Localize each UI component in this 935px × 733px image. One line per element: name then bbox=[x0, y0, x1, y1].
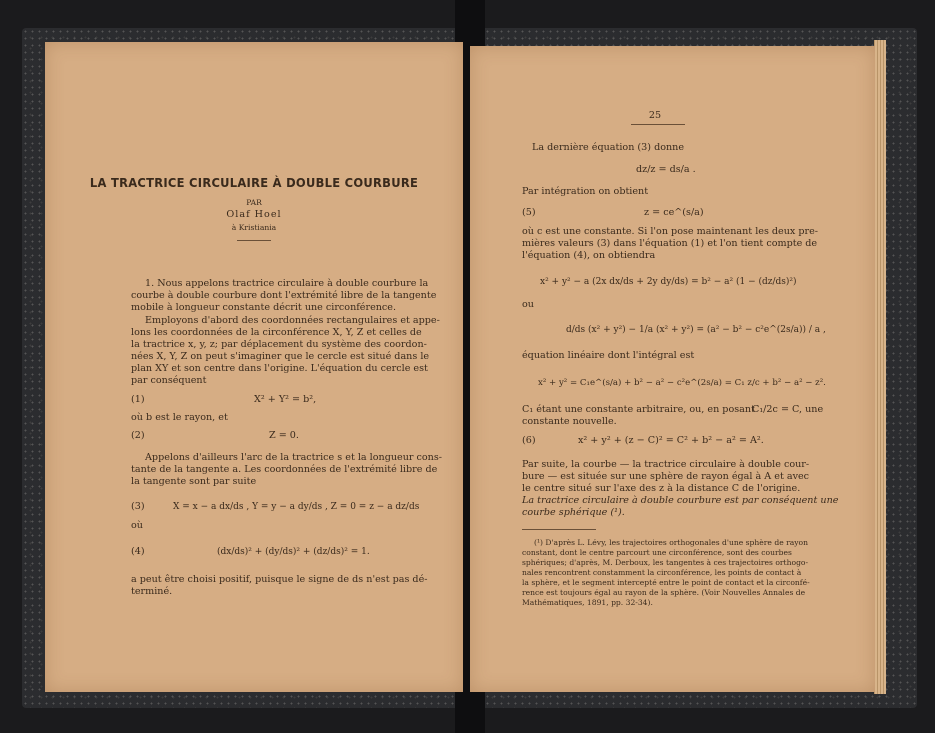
r-para1-line3: l'équation (4), on obtiendra bbox=[522, 250, 656, 261]
r-para1-line2: mières valeurs (3) dans l'équation (1) et l'on tient compte de bbox=[522, 238, 818, 249]
para4-line1: a peut être choisi positif, puisque le signe de ds n'est pas dé- bbox=[131, 574, 428, 585]
eq-d: x² + y² = C₁e^(s/a) + b² − a² − c²e^(2s/a) = C₁ z/c + b² − a² − z². bbox=[538, 378, 826, 388]
r-line1: La dernière équation (3) donne bbox=[532, 142, 685, 153]
r-para2-frac: C₁/2c = C, une bbox=[752, 404, 824, 415]
footnote-line7: Mathématiques, 1891, pp. 32-34). bbox=[522, 598, 653, 607]
footnote-line3: sphériques; d'après, M. Derboux, les tangentes à ces trajectoires orthogo- bbox=[522, 558, 809, 567]
r-para2-a: C₁ étant une constante arbitraire, ou, en posant bbox=[522, 404, 755, 415]
eq-a: dz/z = ds/a . bbox=[636, 164, 696, 175]
eq1: X² + Y² = b², bbox=[254, 394, 317, 405]
byline-par: PAR bbox=[246, 198, 262, 207]
page-edges bbox=[874, 40, 886, 694]
r-para3-italic1: La tractrice circulaire à double courbure est par conséquent une bbox=[522, 495, 839, 506]
after-eq1: où b est le rayon, et bbox=[131, 412, 228, 423]
r-para1-line1: où c est une constante. Si l'on pose maintenant les deux pre- bbox=[522, 226, 819, 237]
footnote-line1: (¹) D'après L. Lévy, les trajectoires orthogonales d'une sphère de rayon bbox=[534, 538, 809, 547]
eq6-number: (6) bbox=[522, 435, 536, 446]
para2-line1: Employons d'abord des coordonnées rectangulaires et appe- bbox=[145, 315, 440, 326]
eq1-number: (1) bbox=[131, 394, 145, 405]
page-number: 25 bbox=[648, 110, 662, 121]
r-line3: équation linéaire dont l'intégral est bbox=[522, 350, 695, 361]
r-para3-line1: Par suite, la courbe — la tractrice circulaire à double cour- bbox=[522, 459, 810, 470]
para2-line5: plan XY et son centre dans l'origine. L'équation du cercle est bbox=[131, 363, 428, 374]
eq3: X = x − a dx/ds , Y = y − a dy/ds , Z = 0 = z − a dz/ds bbox=[173, 502, 420, 512]
r-para3-line2: bure — est située sur une sphère de rayon égal à A et avec bbox=[522, 471, 810, 482]
author-place: à Kristiania bbox=[231, 223, 277, 232]
right-page bbox=[470, 46, 875, 692]
para3-line3: la tangente sont par suite bbox=[131, 476, 257, 487]
para2-line3: la tractrice x, y, z; par déplacement du système des coordon- bbox=[131, 339, 427, 350]
para2-line2: lons les coordonnées de la circonférence X, Y, Z et celles de bbox=[131, 327, 422, 338]
para4-line2: terminé. bbox=[131, 586, 173, 597]
eq3-number: (3) bbox=[131, 501, 145, 512]
para1-line1: 1. Nous appelons tractrice circulaire à double courbure la bbox=[145, 278, 429, 289]
r-line2: Par intégration on obtient bbox=[522, 186, 649, 197]
author-name: Olaf Hoel bbox=[226, 209, 282, 220]
para3-line2: tante de la tangente a. Les coordonnées de l'extrémité libre de bbox=[131, 464, 438, 475]
para3-line1: Appelons d'ailleurs l'arc de la tractrice s et la longueur cons- bbox=[145, 452, 443, 463]
left-page bbox=[45, 42, 463, 692]
ou-left: où bbox=[131, 520, 143, 531]
eq4: (dx/ds)² + (dy/ds)² + (dz/ds)² = 1. bbox=[217, 547, 370, 557]
eq5: z = ce^(s/a) bbox=[644, 207, 704, 218]
title-rule bbox=[237, 240, 271, 241]
footnote-line6: rence est toujours égal au rayon de la sphère. (Voir Nouvelles Annales de bbox=[522, 588, 806, 597]
footnote-line2: constant, dont le centre parcourt une circonférence, sont des courbes bbox=[522, 548, 792, 557]
eq-b: x² + y² − a (2x dx/ds + 2y dy/ds) = b² − a² (1 − (dz/ds)²) bbox=[540, 277, 797, 287]
eq6: x² + y² + (z − C)² = C² + b² − a² = A². bbox=[578, 435, 764, 446]
article-title: LA TRACTRICE CIRCULAIRE À DOUBLE COURBURE bbox=[89, 175, 419, 190]
eq5-number: (5) bbox=[522, 207, 536, 218]
footnote-line4: nales rencontrent constamment la circonférence, les points de contact à bbox=[522, 568, 802, 577]
eq-c: d/ds (x² + y²) − 1/a (x² + y²) = (a² − b² − c²e^(2s/a)) / a , bbox=[566, 325, 826, 335]
para2-line4: nées X, Y, Z on peut s'imaginer que le cercle est situé dans le bbox=[131, 351, 430, 362]
eq2-number: (2) bbox=[131, 430, 145, 441]
footnote-line5: la sphère, et le segment intercepté entre le point de contact et la circonfé- bbox=[522, 578, 810, 587]
para2-line6: par conséquent bbox=[131, 375, 207, 386]
r-para3-italic2: courbe sphérique (¹). bbox=[522, 507, 625, 518]
eq2: Z = 0. bbox=[269, 430, 299, 441]
footnote-rule bbox=[522, 529, 596, 530]
r-para3-line3: le centre situé sur l'axe des z à la distance C de l'origine. bbox=[522, 483, 801, 494]
ou-right: ou bbox=[522, 299, 534, 310]
para1-line2: courbe à double courbure dont l'extrémité libre de la tangente bbox=[131, 290, 437, 301]
r-para2-b: constante nouvelle. bbox=[522, 416, 617, 427]
para1-line3: mobile à longueur constante décrit une circonférence. bbox=[131, 302, 397, 313]
eq4-number: (4) bbox=[131, 546, 145, 557]
page-number-rule bbox=[631, 124, 685, 125]
